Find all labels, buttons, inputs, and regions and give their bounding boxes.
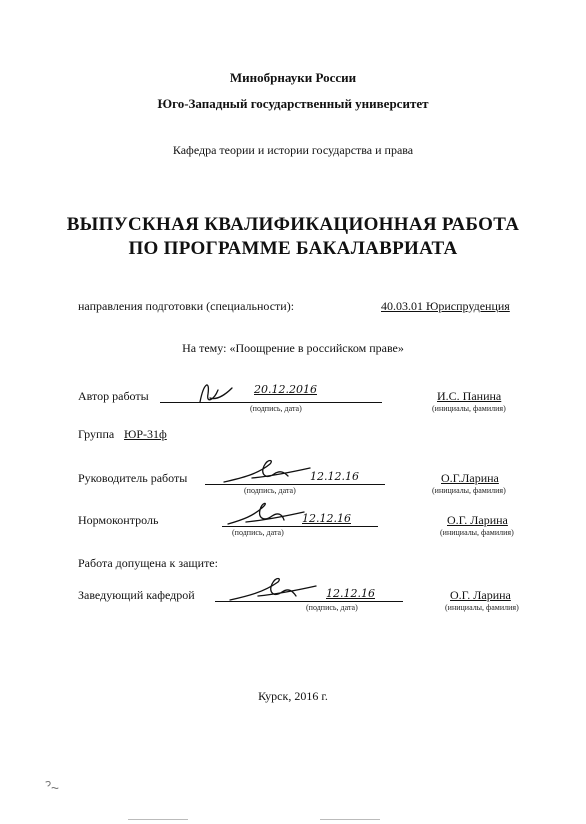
- city-year: Курск, 2016 г.: [258, 689, 328, 703]
- admitted-label: Работа допущена к защите:: [78, 556, 218, 570]
- normcontrol-name-caption: (инициалы, фамилия): [440, 528, 514, 537]
- supervisor-label: Руководитель работы: [78, 471, 188, 485]
- topic: На тему: «Поощрение в российском праве»: [182, 341, 404, 355]
- author-date: 20.12.2016: [254, 383, 317, 396]
- head-name-caption: (инициалы, фамилия): [445, 603, 519, 612]
- supervisor-signature-icon: [222, 456, 312, 486]
- author-label: Автор работы: [78, 389, 149, 403]
- group-value: ЮР-31ф: [124, 427, 167, 441]
- author-name: И.С. Панина: [437, 389, 502, 403]
- head-name: О.Г. Ларина: [450, 588, 511, 602]
- normcontrol-date: 12.12.16: [302, 512, 351, 525]
- scan-mark-icon: [44, 778, 60, 792]
- supervisor-name-caption: (инициалы, фамилия): [432, 486, 506, 495]
- author-signature-icon: [196, 378, 236, 408]
- head-signature-caption: (подпись, дата): [306, 603, 358, 612]
- group-label: Группа: [78, 427, 115, 441]
- author-signature-line: [160, 401, 382, 403]
- scan-edge-mark: [128, 818, 188, 820]
- supervisor-name: О.Г.Ларина: [441, 471, 499, 485]
- direction-label: направления подготовки (специальности):: [78, 299, 295, 313]
- head-date: 12.12.16: [326, 587, 375, 600]
- department-heading: Кафедра теории и истории государства и права: [172, 143, 414, 157]
- ministry-heading: Минобрнауки России: [229, 70, 357, 85]
- supervisor-signature-caption: (подпись, дата): [244, 486, 296, 495]
- head-signature-icon: [228, 574, 318, 604]
- supervisor-date: 12.12.16: [310, 470, 359, 483]
- university-heading: Юго-Западный государственный университет: [157, 96, 429, 111]
- author-name-caption: (инициалы, фамилия): [432, 404, 506, 413]
- head-label: Заведующий кафедрой: [78, 588, 195, 602]
- normcontrol-label: Нормоконтроль: [78, 513, 159, 527]
- author-signature-caption: (подпись, дата): [250, 404, 302, 413]
- scan-edge-mark: [320, 818, 380, 820]
- document-title-line2: ПО ПРОГРАММЕ БАКАЛАВРИАТА: [128, 238, 458, 259]
- direction-value: 40.03.01 Юриспруденция: [381, 299, 510, 313]
- normcontrol-signature-caption: (подпись, дата): [232, 528, 284, 537]
- normcontrol-name: О.Г. Ларина: [447, 513, 508, 527]
- normcontrol-signature-icon: [226, 500, 306, 528]
- document-title-line1: ВЫПУСКНАЯ КВАЛИФИКАЦИОННАЯ РАБОТА: [66, 214, 520, 235]
